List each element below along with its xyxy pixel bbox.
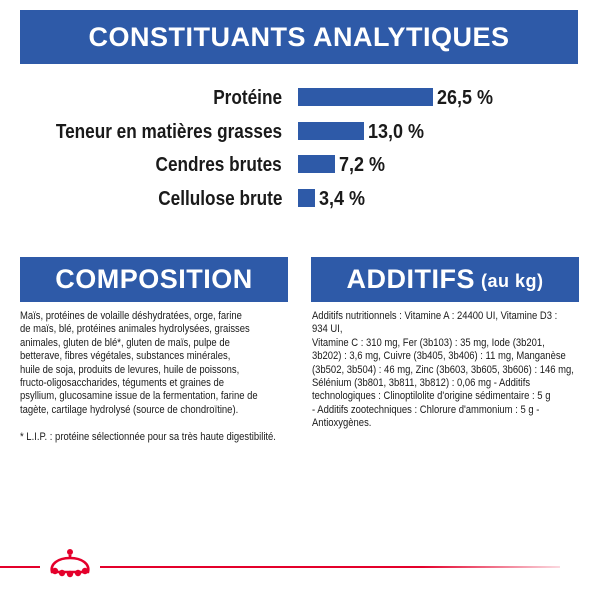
analytics-label: Cellulose brute [157,188,282,211]
analytics-row [0,84,600,112]
analytics-title-banner [20,10,578,64]
composition-title-banner [20,257,288,302]
additifs-line: technologiques : Clinoptilolite d'origine sédimentaire : 5 g [312,390,551,403]
composition-line: Maïs, protéines de volaille déshydratées, orge, farine [20,310,242,322]
analytics-title: CONSTITUANTS ANALYTIQUES [88,21,510,52]
composition-text [20,310,282,417]
additifs-line: - Additifs zootechniques : Chlorure d'ammonium : 5 g - [312,403,540,416]
additifs-line: Vitamine C : 310 mg, Fer (3b103) : 35 mg, Iode (3b201, [312,336,545,349]
additifs-line: Antioxygènes. [312,417,372,430]
analytics-bar [298,155,335,173]
composition-line: psyllium, glucosamine issue de la fermentation, farine de [20,390,258,403]
royal-canin-crown-icon [42,546,98,580]
analytics-bar [298,189,315,207]
analytics-label: Teneur en matières grasses [55,120,282,143]
analytics-value: 26,5 % [437,87,494,109]
additifs-line: 3b202) : 3,6 mg, Cuivre (3b405, 3b406) : 11 mg, Manganèse [312,350,566,363]
analytics-value: 3,4 % [319,188,366,211]
composition-footnote: * L.I.P. : protéine sélectionnée pour sa très haute digestibilité. [20,431,276,443]
composition-line: huile de soja, produits de levures, huile de poissons, [20,363,240,376]
analytics-label: Cendres brutes [155,154,282,177]
additifs-line: (3b502, 3b504) : 46 mg, Zinc (3b603, 3b605, 3b606) : 146 mg, [312,363,574,376]
analytics-bar [298,122,364,140]
additifs-title-banner [311,257,579,302]
composition-line: animales, gluten de blé*, gluten de maïs, pulpe de [20,336,230,349]
analytics-row [0,185,600,213]
additifs-text [312,310,574,431]
additifs-title-suffix: (au kg) [480,271,544,291]
analytics-label: Protéine [213,87,282,109]
composition-line: fructo-oligosaccharides, téguments et graines de [20,377,225,390]
analytics-bar [298,88,433,106]
additifs-line: Additifs nutritionnels : Vitamine A : 24400 UI, Vitamine D3 : 934 UI, [312,310,558,336]
footer-divider-left [0,566,40,568]
analytics-row [0,118,600,146]
additifs-line: Sélénium (3b801, 3b811, 3b812) : 0,06 mg - Additifs [312,377,531,390]
footer-divider-right [100,566,560,568]
analytics-value: 13,0 % [368,120,425,143]
composition-title: COMPOSITION [55,264,253,294]
analytics-value: 7,2 % [338,154,385,177]
analytics-row [0,151,600,179]
additifs-title: ADDITIFS [346,264,475,294]
composition-line: tagète, cartilage hydrolysé (source de chondroïtine). [20,403,239,416]
composition-line: betterave, fibres végétales, substances minérales, [20,350,231,363]
composition-line: de maïs, blé, protéines animales hydrolysées, graisses [20,323,250,336]
